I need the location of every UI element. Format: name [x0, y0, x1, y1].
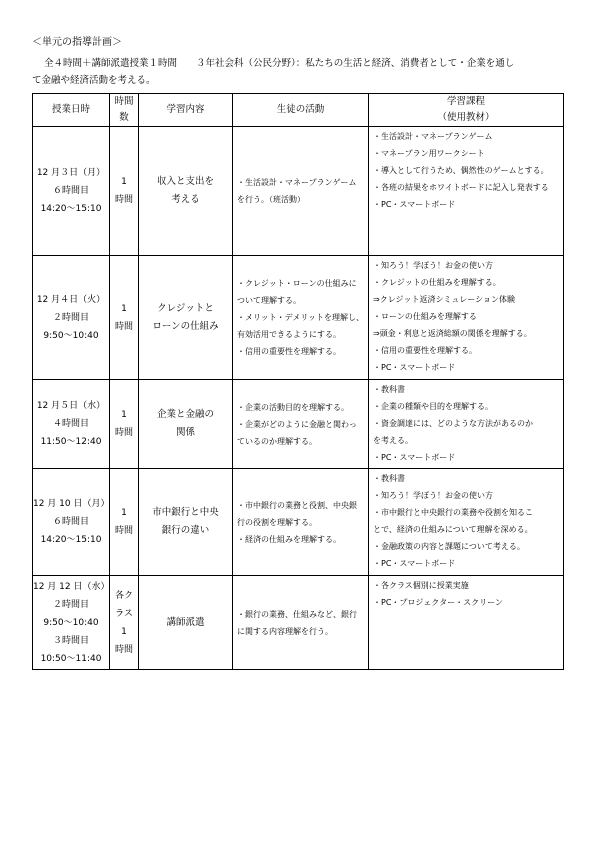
row-materials: ・生活設計・マネープランゲーム ・マネープラン用ワークシート ・導入として行うため、偶然性のゲームとする。 ・各班の結果をホワイトボードに記入し発表する ・PC・スマートボード — [369, 127, 564, 256]
table-row — [33, 576, 564, 670]
table-row — [33, 127, 564, 256]
intro-line-2: て金融や経済活動を考える。 — [32, 75, 156, 86]
row-activity: ・クレジット・ローンの仕組みに ついて理解する。 ・メリット・デメリットを理解し、 有効活用できるようにする。 ・信用の重要性を理解する。 — [233, 256, 369, 380]
row-date: 12 月４日（火） ２時間目 9:50～10:40 — [33, 256, 110, 380]
unit-intro — [32, 55, 562, 89]
header-materials: 学習課程 （使用教材） — [369, 94, 564, 127]
row-date: 12 月 12 日（水） ２時間目 9:50～10:40 ３時間目 10:50～11:40 — [33, 576, 110, 670]
row-hours: 1 時間 — [110, 380, 139, 469]
row-activity: ・企業の活動目的を理解する。 ・企業がどのように金融と関わっ ているのか理解する。 — [233, 380, 369, 469]
row-hours: 1 時間 — [110, 256, 139, 380]
row-content: 企業と金融の 関係 — [139, 380, 233, 469]
row-materials: ・各クラス個別に授業実施 ・PC・プロジェクター・スクリーン — [369, 576, 564, 670]
table-row — [33, 469, 564, 576]
row-hours: 1 時間 — [110, 469, 139, 576]
row-date: 12 月３日（月） ６時間目 14:20～15:10 — [33, 127, 110, 256]
lesson-plan-table — [32, 93, 564, 670]
row-materials: ・教科書 ・企業の種類や目的を理解する。 ・資金調達には、どのような方法があるのか を考える。 ・PC・スマートボード — [369, 380, 564, 469]
row-content: 講師派遣 — [139, 576, 233, 670]
table-header-row — [33, 94, 564, 127]
row-content: 収入と支出を 考える — [139, 127, 233, 256]
table-row — [33, 380, 564, 469]
header-activity: 生徒の活動 — [233, 94, 369, 127]
row-activity: ・市中銀行の業務と役割、中央銀 行の役割を理解する。 ・経済の仕組みを理解する。 — [233, 469, 369, 576]
row-content: クレジットと ローンの仕組み — [139, 256, 233, 380]
row-hours: 各ク ラス 1 時間 — [110, 576, 139, 670]
header-content: 学習内容 — [139, 94, 233, 127]
section-heading: ＜単元の指導計画＞ — [32, 37, 122, 48]
header-hours: 時間 数 — [110, 94, 139, 127]
table-row — [33, 256, 564, 380]
row-date: 12 月 10 日（月） ６時間目 14:20～15:10 — [33, 469, 110, 576]
row-hours: 1 時間 — [110, 127, 139, 256]
row-activity: ・銀行の業務、仕組みなど、銀行 に関する内容理解を行う。 — [233, 576, 369, 670]
row-materials: ・教科書 ・知ろう！学ぼう！お金の使い方 ・市中銀行と中央銀行の業務や役割を知るこ とで、経済の仕組みについて理解を深める。 ・金融政策の内容と課題について考える。 ・PC・スマートボード — [369, 469, 564, 576]
row-activity: ・生活設計・マネープランゲーム を行う。（班活動） — [233, 127, 369, 256]
row-content: 市中銀行と中央 銀行の違い — [139, 469, 233, 576]
row-date: 12 月５日（水） ４時間目 11:50～12:40 — [33, 380, 110, 469]
header-date: 授業日時 — [33, 94, 110, 127]
row-materials: ・知ろう！学ぼう！お金の使い方 ・クレジットの仕組みを理解する。 ⇒クレジット返済シミュレーション体験 ・ローンの仕組みを理解する ⇒頭金・利息と返済総額の関係を理解する。 ・信用の重要性を理解する。 ・PC・スマートボード — [369, 256, 564, 380]
intro-line-1: 全４時間＋講師派遣授業１時間 ３年社会科（公民分野）：私たちの生活と経済、消費者として・企業を通し — [44, 58, 515, 69]
